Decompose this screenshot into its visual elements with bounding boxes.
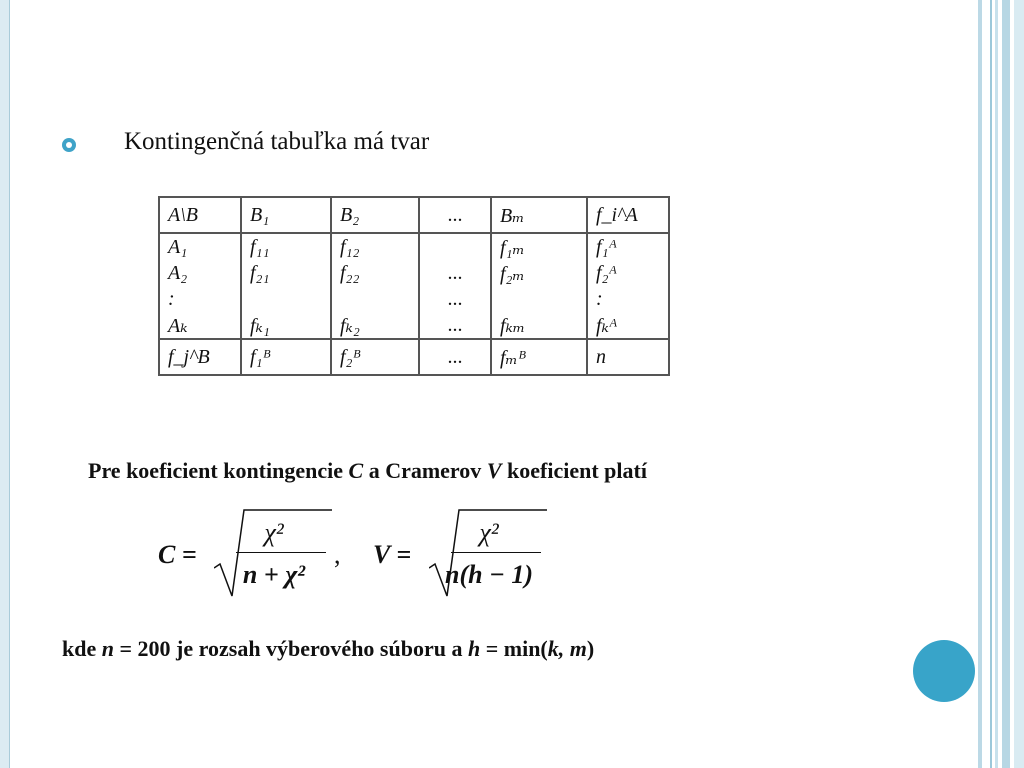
- table-cell: ...: [419, 339, 491, 375]
- table-cell: A\B: [159, 197, 241, 233]
- table-cell: A₁: [159, 233, 241, 260]
- table-row: [159, 286, 669, 312]
- contingency-table: [158, 196, 670, 376]
- table-cell: Aₖ: [159, 312, 241, 339]
- fraction-bar: [236, 552, 326, 553]
- comma: ,: [334, 540, 341, 569]
- frame-stripe: [978, 0, 982, 768]
- table-cell: f₂₂: [331, 260, 419, 286]
- table-cell: A₂: [159, 260, 241, 286]
- text-segment: Pre koeficient kontingencie: [88, 458, 349, 483]
- table-cell: ...: [419, 260, 491, 286]
- table-cell: f₁ᴬ: [587, 233, 669, 260]
- left-frame-stripe: [0, 0, 10, 768]
- table-header-row: [159, 197, 669, 233]
- table-cell: Bₘ: [491, 197, 587, 233]
- frame-stripe: [995, 0, 998, 768]
- frame-stripe: [1014, 0, 1024, 768]
- coefficient-description: [88, 456, 848, 485]
- table-row: [159, 312, 669, 339]
- symbol-h: h: [467, 636, 481, 661]
- table-cell: f_i^A: [587, 197, 669, 233]
- table-cell: fₖ₁: [241, 312, 331, 339]
- table-cell: f₁ₘ: [491, 233, 587, 260]
- table-cell: :: [587, 286, 669, 312]
- numerator: χ²: [264, 518, 284, 547]
- formula-lhs: V =: [373, 540, 412, 569]
- table-cell: [331, 286, 419, 312]
- fraction-bar: [451, 552, 541, 553]
- text-segment: a Cramerov: [363, 458, 487, 483]
- bullet-text: Kontingenčná tabuľka má tvar: [124, 128, 430, 155]
- text-segment: koeficient platí: [501, 458, 647, 483]
- frame-stripe: [1002, 0, 1010, 768]
- table-cell: fₖᴬ: [587, 312, 669, 339]
- table-cell: fₖ₂: [331, 312, 419, 339]
- text-segment: = min(: [480, 636, 548, 661]
- denominator: n(h − 1): [445, 560, 533, 589]
- denominator: n + χ²: [242, 560, 306, 589]
- table-cell: B₁: [241, 197, 331, 233]
- table-cell: f₁₁: [241, 233, 331, 260]
- symbol-c: C: [348, 458, 364, 483]
- table-cell: B₂: [331, 197, 419, 233]
- right-frame: [976, 0, 1024, 768]
- numerator: χ²: [479, 518, 499, 547]
- table-cell: f₂ₘ: [491, 260, 587, 286]
- table-cell: ...: [419, 286, 491, 312]
- table-cell: [419, 233, 491, 260]
- text-segment: ): [586, 636, 595, 661]
- table-cell: fₖₘ: [491, 312, 587, 339]
- symbol-n: n: [101, 636, 114, 661]
- table-cell: f₂ᴬ: [587, 260, 669, 286]
- symbol-km: k, m: [547, 636, 587, 661]
- table-cell: f₂₁: [241, 260, 331, 286]
- table-cell: fₘᴮ: [491, 339, 587, 375]
- formula-lhs: C =: [158, 540, 197, 569]
- table-footer-row: [159, 339, 669, 375]
- sqrt-block: [429, 508, 549, 600]
- table-cell: [491, 286, 587, 312]
- table-cell: :: [159, 286, 241, 312]
- frame-stripe: [990, 0, 992, 768]
- table-cell: f₁₂: [331, 233, 419, 260]
- table-cell: [241, 286, 331, 312]
- table-cell: n: [587, 339, 669, 375]
- symbol-v: V: [486, 458, 502, 483]
- table-cell: f₂ᴮ: [331, 339, 419, 375]
- table-cell: ...: [419, 197, 491, 233]
- table-cell: f₁ᴮ: [241, 339, 331, 375]
- table-row: [159, 260, 669, 286]
- bullet-icon: [62, 138, 76, 152]
- table-cell: ...: [419, 312, 491, 339]
- text-segment: = 200 je rozsah výberového súboru a: [114, 636, 468, 661]
- text-segment: kde: [62, 636, 102, 661]
- table-row: [159, 233, 669, 260]
- sqrt-block: [214, 508, 334, 600]
- table-cell: f_j^B: [159, 339, 241, 375]
- decorative-circle: [913, 640, 975, 702]
- sample-size-note: [62, 634, 762, 663]
